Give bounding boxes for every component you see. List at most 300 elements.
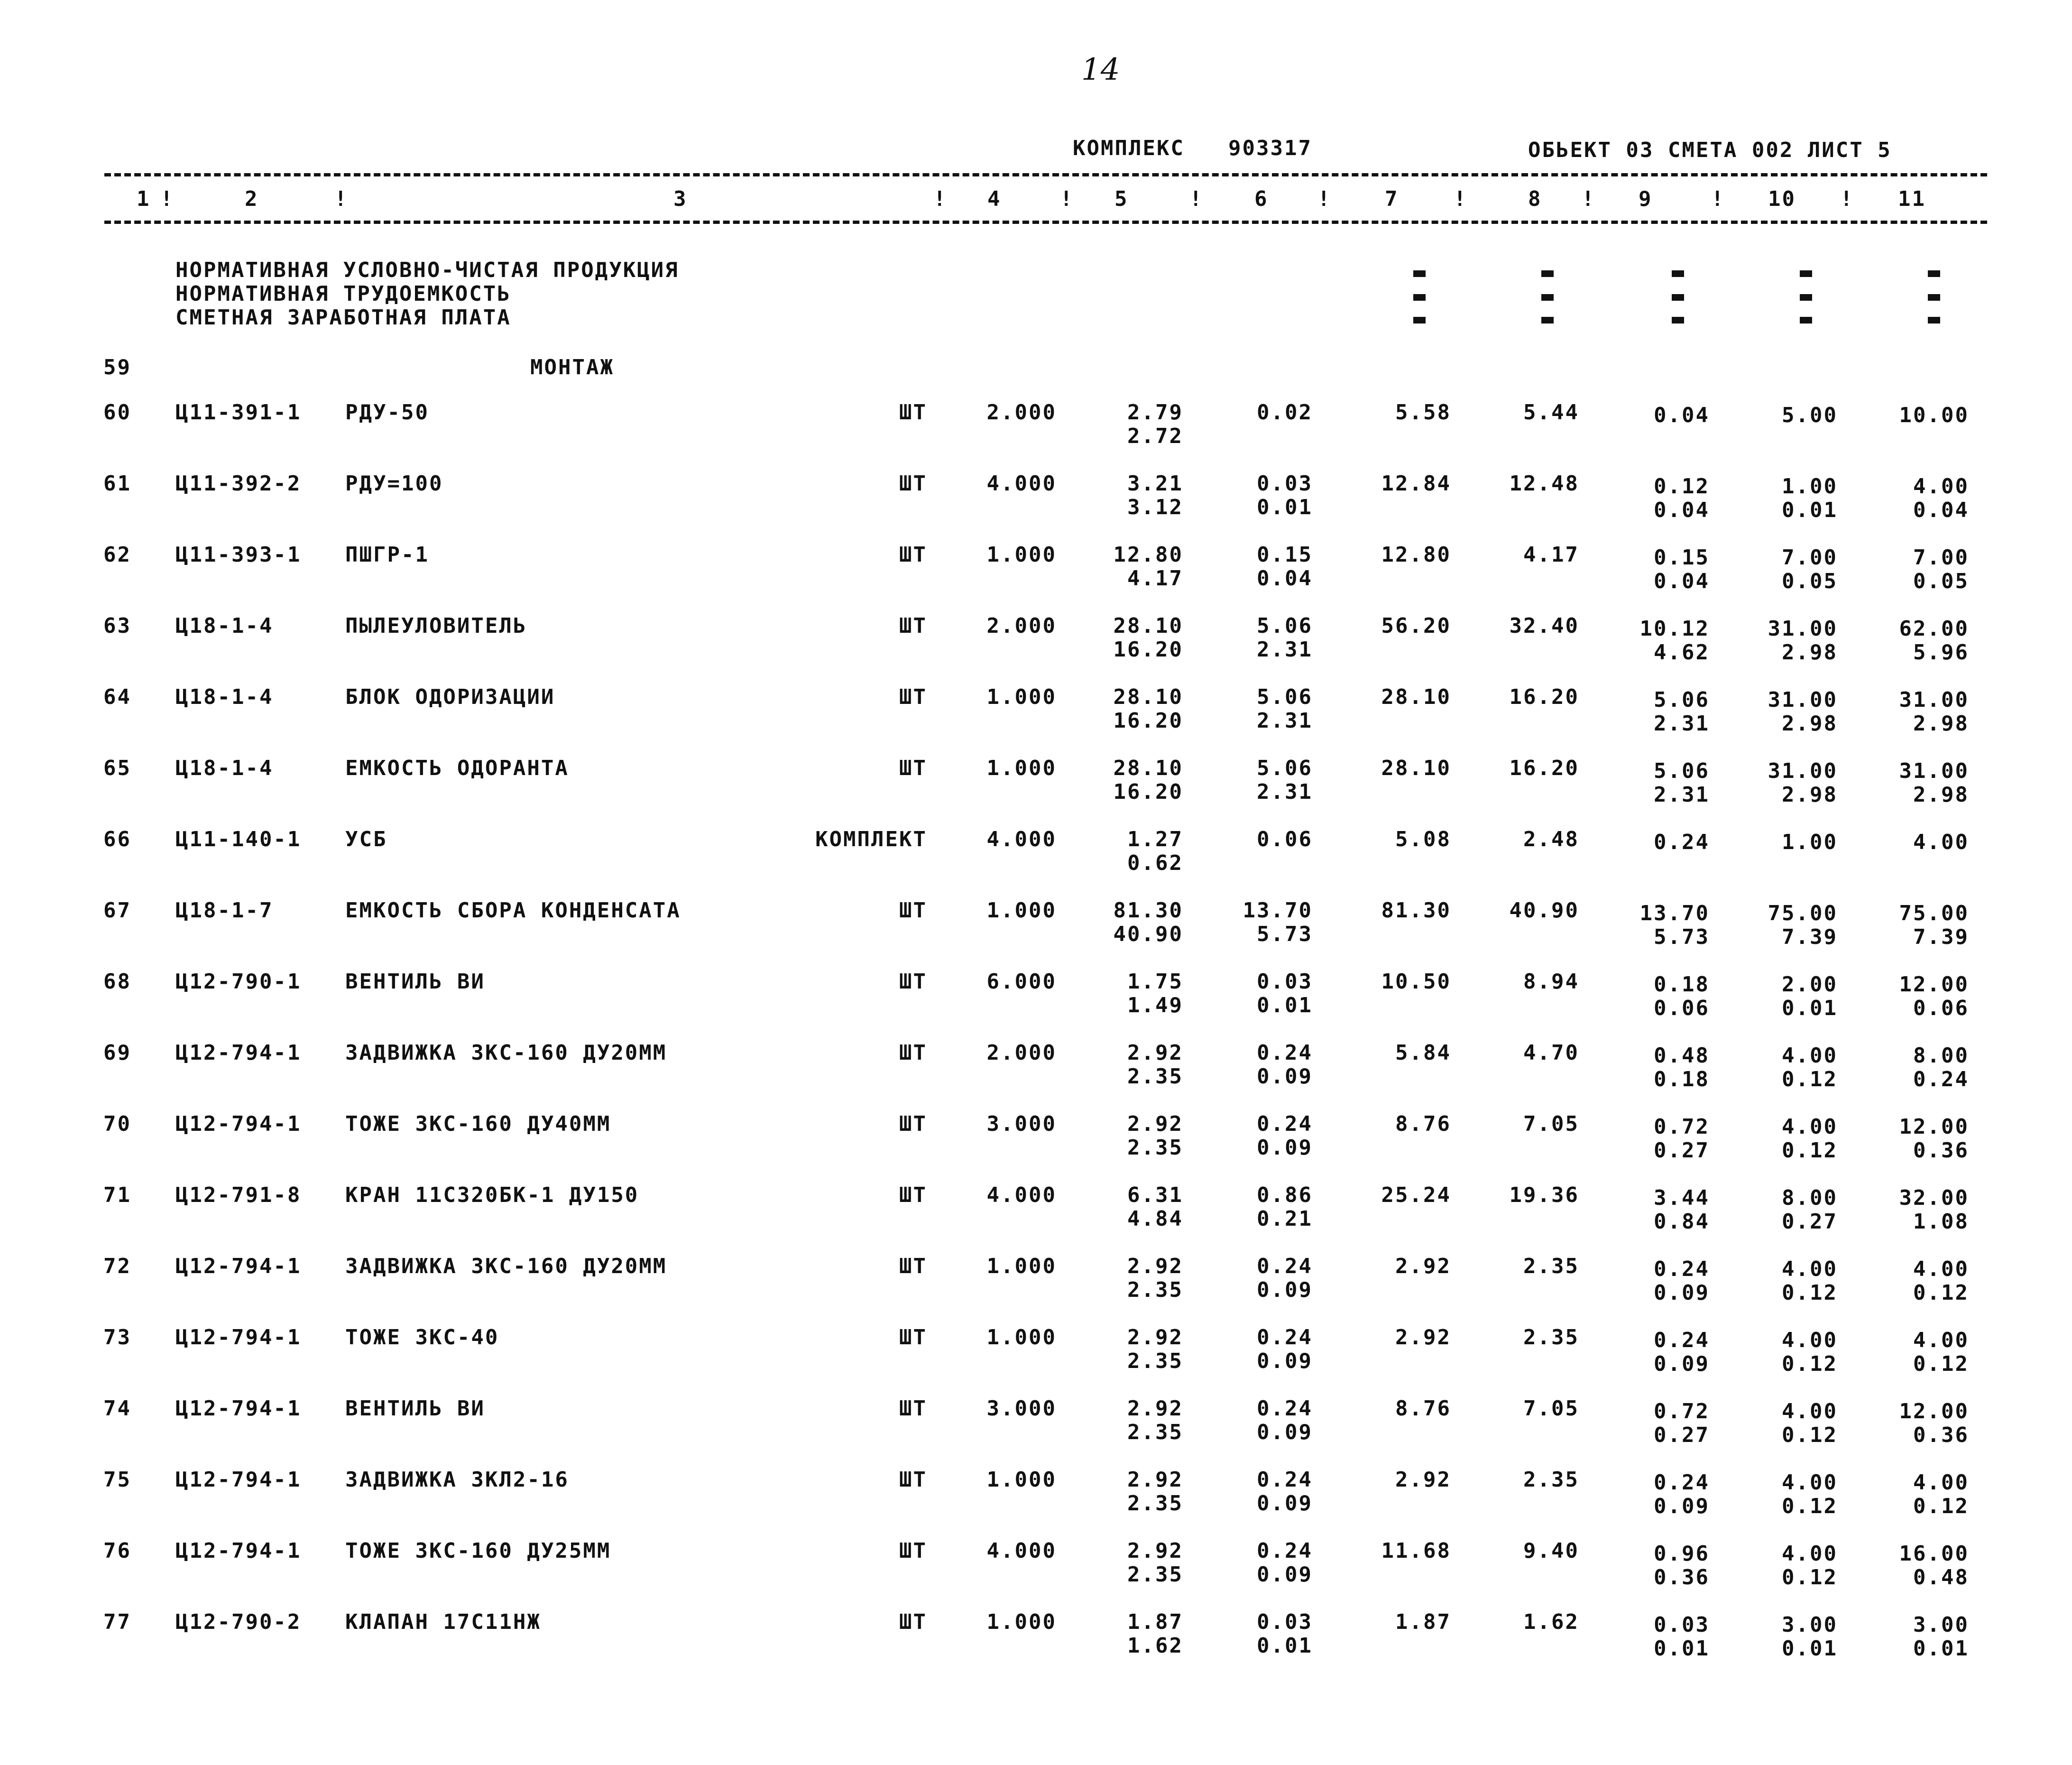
col10-value: 4.00 [1782,1470,1838,1495]
col5-value: 1.87 [1127,1610,1183,1634]
row-number: 64 [103,685,131,709]
col11-value: 3.00 [1913,1613,1969,1637]
col10-subvalue: 0.12 [1782,1423,1838,1447]
col9-subvalue: 0.04 [1654,498,1710,522]
row-number: 68 [103,970,131,994]
col9-subvalue: 0.09 [1654,1281,1710,1305]
item-name: ЕМКОСТЬ ОДОРАНТА [345,756,569,780]
col8-value: 2.48 [1523,827,1579,851]
row-number: 71 [103,1183,131,1207]
col6-value: 0.24 [1257,1468,1313,1492]
col10-subvalue: 0.12 [1782,1494,1838,1518]
col11-subvalue: 0.36 [1913,1138,1969,1163]
col11-value: 4.00 [1913,1470,1969,1495]
col7-value: 8.76 [1395,1112,1451,1136]
col9-value: 0.72 [1654,1399,1710,1423]
col5-subvalue: 16.20 [1113,780,1183,804]
col6-subvalue: 0.09 [1257,1349,1313,1373]
col6-subvalue: 0.09 [1257,1064,1313,1089]
col11-value: 12.00 [1899,1115,1969,1139]
col10-subvalue: 0.12 [1782,1565,1838,1589]
unit: ШТ [899,1610,927,1634]
item-name: ЗАДВИЖКА ЗКС-160 ДУ20ММ [345,1041,667,1065]
col-sep: ! [334,187,349,211]
col-header: 8 [1528,187,1542,211]
col-header: 7 [1385,187,1399,211]
col7-value: 25.24 [1381,1183,1451,1207]
col5-subvalue: 40.90 [1113,922,1183,946]
col9-value: 0.96 [1654,1542,1710,1566]
col10-subvalue: 0.01 [1782,996,1838,1020]
unit: ШТ [899,756,927,780]
col-header: 1 [137,187,151,211]
col8-value: 2.35 [1523,1325,1579,1349]
col5-subvalue: 0.62 [1127,851,1183,875]
quantity: 4.000 [986,827,1057,851]
section-number: 59 [103,355,131,379]
col11-subvalue: 0.36 [1913,1423,1969,1447]
col5-value: 28.10 [1113,685,1183,709]
rate-code: Ц18-1-4 [175,756,274,780]
col10-subvalue: 0.01 [1782,498,1838,522]
col5-value: 2.92 [1127,1041,1183,1065]
col8-value: 40.90 [1509,898,1579,923]
col9-subvalue: 5.73 [1654,925,1710,949]
col11-subvalue: 0.05 [1913,569,1969,593]
summary-line: НОРМАТИВНАЯ УСЛОВНО-ЧИСТАЯ ПРОДУКЦИЯ [175,258,679,282]
col9-value: 10.12 [1639,617,1710,641]
col5-value: 6.31 [1127,1183,1183,1207]
col8-value: 16.20 [1509,756,1579,780]
col11-subvalue: 7.39 [1913,925,1969,949]
rate-code: Ц18-1-4 [175,614,274,638]
quantity: 1.000 [986,543,1057,567]
item-name: БЛОК ОДОРИЗАЦИИ [345,685,555,709]
col7-value: 12.84 [1381,471,1451,496]
col10-value: 1.00 [1782,830,1838,854]
row-number: 65 [103,756,131,780]
divider-top [104,173,1987,176]
unit: ШТ [899,1254,927,1278]
summary-dash [1800,294,1812,301]
col9-value: 0.15 [1654,545,1710,570]
col9-value: 5.06 [1654,759,1710,783]
quantity: 1.000 [986,1325,1057,1349]
col-sep: ! [1711,187,1725,211]
col6-value: 0.24 [1257,1112,1313,1136]
item-name: ТОЖЕ ЗКС-160 ДУ25ММ [345,1539,611,1563]
col-header: 3 [673,187,688,211]
col5-subvalue: 3.12 [1127,495,1183,519]
col6-value: 0.02 [1257,400,1313,425]
col10-value: 7.00 [1782,545,1838,570]
col10-subvalue: 0.05 [1782,569,1838,593]
col10-subvalue: 0.01 [1782,1636,1838,1661]
col6-subvalue: 0.09 [1257,1562,1313,1587]
quantity: 1.000 [986,1468,1057,1492]
col8-value: 2.35 [1523,1468,1579,1492]
page-number: 14 [1081,52,1120,87]
col7-value: 28.10 [1381,756,1451,780]
col10-subvalue: 2.98 [1782,640,1838,665]
col8-value: 2.35 [1523,1254,1579,1278]
summary-dash [1541,270,1554,277]
col6-subvalue: 0.09 [1257,1278,1313,1302]
col9-value: 0.18 [1654,972,1710,997]
unit: ШТ [899,1112,927,1136]
summary-dash [1413,294,1426,301]
col11-subvalue: 0.12 [1913,1281,1969,1305]
col10-subvalue: 0.12 [1782,1067,1838,1091]
col5-value: 28.10 [1113,756,1183,780]
col-header: 6 [1254,187,1269,211]
col9-value: 0.24 [1654,830,1710,854]
col5-value: 2.92 [1127,1112,1183,1136]
col5-subvalue: 2.35 [1127,1136,1183,1160]
rate-code: Ц12-794-1 [175,1539,302,1563]
col9-subvalue: 0.18 [1654,1067,1710,1091]
col11-value: 12.00 [1899,972,1969,997]
col-sep: ! [1582,187,1596,211]
unit: ШТ [899,1396,927,1421]
complex-value: 903317 [1228,136,1312,160]
col6-value: 5.06 [1257,685,1313,709]
quantity: 1.000 [986,898,1057,923]
row-number: 69 [103,1041,131,1065]
summary-line: НОРМАТИВНАЯ ТРУДОЕМКОСТЬ [175,282,511,306]
rate-code: Ц11-140-1 [175,827,302,851]
col5-value: 2.92 [1127,1468,1183,1492]
col9-value: 5.06 [1654,688,1710,712]
col10-value: 4.00 [1782,1115,1838,1139]
col-header: 11 [1898,187,1926,211]
col5-subvalue: 2.35 [1127,1064,1183,1089]
col7-value: 10.50 [1381,970,1451,994]
col11-value: 4.00 [1913,1257,1969,1281]
col5-subvalue: 1.62 [1127,1634,1183,1658]
col6-subvalue: 2.31 [1257,638,1313,662]
row-number: 61 [103,471,131,496]
col5-value: 2.92 [1127,1539,1183,1563]
col11-subvalue: 0.06 [1913,996,1969,1020]
col6-value: 5.06 [1257,756,1313,780]
summary-dash [1928,294,1940,301]
col9-value: 0.04 [1654,403,1710,427]
item-name: ВЕНТИЛЬ ВИ [345,1396,485,1421]
summary-dash [1800,317,1812,323]
col11-value: 7.00 [1913,545,1969,570]
quantity: 6.000 [986,970,1057,994]
item-name: ПЫЛЕУЛОВИТЕЛЬ [345,614,527,638]
unit: КОМПЛЕКТ [815,827,927,851]
col6-subvalue: 0.01 [1257,495,1313,519]
col10-value: 5.00 [1782,403,1838,427]
quantity: 3.000 [986,1112,1057,1136]
row-number: 73 [103,1325,131,1349]
col5-subvalue: 2.72 [1127,424,1183,448]
col10-value: 4.00 [1782,1328,1838,1352]
item-name: КРАН 11С320БК-1 ДУ150 [345,1183,639,1207]
col9-value: 0.72 [1654,1115,1710,1139]
col7-value: 81.30 [1381,898,1451,923]
unit: ШТ [899,898,927,923]
col9-subvalue: 2.31 [1654,783,1710,807]
col6-value: 0.24 [1257,1254,1313,1278]
col6-value: 0.24 [1257,1041,1313,1065]
row-number: 75 [103,1468,131,1492]
row-number: 74 [103,1396,131,1421]
col10-subvalue: 0.12 [1782,1352,1838,1376]
col8-value: 19.36 [1509,1183,1579,1207]
row-number: 66 [103,827,131,851]
col-sep: ! [160,187,175,211]
col6-value: 0.03 [1257,970,1313,994]
col5-value: 1.75 [1127,970,1183,994]
col5-value: 2.79 [1127,400,1183,425]
col5-subvalue: 16.20 [1113,709,1183,733]
col7-value: 1.87 [1395,1610,1451,1634]
rate-code: Ц12-794-1 [175,1254,302,1278]
col10-value: 1.00 [1782,474,1838,499]
col6-subvalue: 0.09 [1257,1420,1313,1444]
col9-subvalue: 2.31 [1654,712,1710,736]
col9-value: 0.24 [1654,1470,1710,1495]
col5-subvalue: 2.35 [1127,1349,1183,1373]
rate-code: Ц11-393-1 [175,543,302,567]
col8-value: 16.20 [1509,685,1579,709]
rate-code: Ц18-1-7 [175,898,274,923]
col11-subvalue: 0.01 [1913,1636,1969,1661]
quantity: 3.000 [986,1396,1057,1421]
col9-subvalue: 0.06 [1654,996,1710,1020]
col-header: 5 [1114,187,1129,211]
col11-value: 10.00 [1899,403,1969,427]
col11-value: 4.00 [1913,474,1969,499]
col9-subvalue: 0.09 [1654,1352,1710,1376]
rate-code: Ц11-392-2 [175,471,302,496]
unit: ШТ [899,970,927,994]
col9-subvalue: 0.01 [1654,1636,1710,1661]
col-header: 2 [245,187,259,211]
summary-dash [1672,294,1684,301]
item-name: ЗАДВИЖКА ЗКЛ2-16 [345,1468,569,1492]
col-sep: ! [933,187,948,211]
col8-value: 1.62 [1523,1610,1579,1634]
col8-value: 7.05 [1523,1112,1579,1136]
item-name: РДУ=100 [345,471,443,496]
col5-value: 2.92 [1127,1396,1183,1421]
col10-value: 3.00 [1782,1613,1838,1637]
col11-value: 62.00 [1899,617,1969,641]
col-sep: ! [1060,187,1074,211]
unit: ШТ [899,1183,927,1207]
col6-value: 13.70 [1243,898,1313,923]
unit: ШТ [899,685,927,709]
col-header: 10 [1768,187,1796,211]
rate-code: Ц12-794-1 [175,1396,302,1421]
rate-code: Ц18-1-4 [175,685,274,709]
col6-value: 0.03 [1257,1610,1313,1634]
col8-value: 4.70 [1523,1041,1579,1065]
col11-subvalue: 0.24 [1913,1067,1969,1091]
col11-subvalue: 0.04 [1913,498,1969,522]
summary-dash [1541,294,1554,301]
rate-code: Ц12-791-8 [175,1183,302,1207]
col9-value: 13.70 [1639,901,1710,925]
col10-value: 4.00 [1782,1257,1838,1281]
col6-subvalue: 0.21 [1257,1207,1313,1231]
col9-subvalue: 0.36 [1654,1565,1710,1589]
col9-value: 0.48 [1654,1044,1710,1068]
col5-value: 1.27 [1127,827,1183,851]
col10-value: 31.00 [1768,759,1838,783]
col5-value: 81.30 [1113,898,1183,923]
rate-code: Ц12-794-1 [175,1468,302,1492]
col6-subvalue: 2.31 [1257,709,1313,733]
col-sep: ! [1454,187,1468,211]
rate-code: Ц12-794-1 [175,1325,302,1349]
col6-subvalue: 2.31 [1257,780,1313,804]
quantity: 1.000 [986,1610,1057,1634]
col5-subvalue: 4.17 [1127,566,1183,591]
unit: ШТ [899,1468,927,1492]
col10-value: 4.00 [1782,1542,1838,1566]
col9-subvalue: 0.84 [1654,1210,1710,1234]
quantity: 2.000 [986,614,1057,638]
col6-subvalue: 0.01 [1257,993,1313,1017]
item-name: ВЕНТИЛЬ ВИ [345,970,485,994]
rate-code: Ц12-794-1 [175,1112,302,1136]
col7-value: 56.20 [1381,614,1451,638]
col6-value: 0.06 [1257,827,1313,851]
col7-value: 28.10 [1381,685,1451,709]
col11-value: 16.00 [1899,1542,1969,1566]
col5-subvalue: 1.49 [1127,993,1183,1017]
col11-subvalue: 2.98 [1913,712,1969,736]
row-number: 63 [103,614,131,638]
col11-subvalue: 2.98 [1913,783,1969,807]
col6-subvalue: 0.09 [1257,1136,1313,1160]
quantity: 2.000 [986,1041,1057,1065]
col9-value: 0.24 [1654,1328,1710,1352]
col7-value: 5.58 [1395,400,1451,425]
col8-value: 4.17 [1523,543,1579,567]
col10-subvalue: 0.12 [1782,1281,1838,1305]
unit: ШТ [899,1539,927,1563]
summary-line: СМЕТНАЯ ЗАРАБОТНАЯ ПЛАТА [175,305,511,330]
col6-value: 0.86 [1257,1183,1313,1207]
col7-value: 2.92 [1395,1325,1451,1349]
col6-value: 0.24 [1257,1539,1313,1563]
col9-subvalue: 4.62 [1654,640,1710,665]
col10-subvalue: 0.27 [1782,1210,1838,1234]
col9-subvalue: 0.27 [1654,1138,1710,1163]
row-number: 67 [103,898,131,923]
col11-value: 8.00 [1913,1044,1969,1068]
col11-value: 12.00 [1899,1399,1969,1423]
col6-value: 5.06 [1257,614,1313,638]
section-title: МОНТАЖ [530,355,614,379]
col6-subvalue: 0.04 [1257,566,1313,591]
col5-subvalue: 2.35 [1127,1278,1183,1302]
col10-value: 31.00 [1768,617,1838,641]
summary-dash [1413,270,1426,277]
col5-subvalue: 2.35 [1127,1491,1183,1515]
col6-subvalue: 5.73 [1257,922,1313,946]
rate-code: Ц12-790-2 [175,1610,302,1634]
item-name: ПШГР-1 [345,543,429,567]
col-sep: ! [1317,187,1332,211]
col6-value: 0.15 [1257,543,1313,567]
item-name: ТОЖЕ ЗКС-40 [345,1325,499,1349]
col11-subvalue: 0.12 [1913,1494,1969,1518]
col8-value: 8.94 [1523,970,1579,994]
col11-value: 31.00 [1899,688,1969,712]
quantity: 2.000 [986,400,1057,425]
col10-value: 4.00 [1782,1399,1838,1423]
quantity: 1.000 [986,1254,1057,1278]
col5-subvalue: 4.84 [1127,1207,1183,1231]
col9-value: 0.12 [1654,474,1710,499]
quantity: 4.000 [986,1183,1057,1207]
col9-value: 0.03 [1654,1613,1710,1637]
col-sep: ! [1840,187,1854,211]
col5-value: 2.92 [1127,1254,1183,1278]
col11-value: 4.00 [1913,830,1969,854]
col-header: 9 [1639,187,1653,211]
unit: ШТ [899,400,927,425]
col-sep: ! [1189,187,1204,211]
divider-header [104,221,1987,224]
quantity: 4.000 [986,471,1057,496]
col7-value: 2.92 [1395,1468,1451,1492]
item-name: РДУ-50 [345,400,429,425]
quantity: 4.000 [986,1539,1057,1563]
col10-value: 75.00 [1768,901,1838,925]
col11-subvalue: 5.96 [1913,640,1969,665]
col9-subvalue: 0.09 [1654,1494,1710,1518]
row-number: 62 [103,543,131,567]
col11-value: 4.00 [1913,1328,1969,1352]
row-number: 70 [103,1112,131,1136]
col7-value: 5.08 [1395,827,1451,851]
col7-value: 12.80 [1381,543,1451,567]
col11-value: 75.00 [1899,901,1969,925]
col5-value: 12.80 [1113,543,1183,567]
quantity: 1.000 [986,756,1057,780]
col10-value: 31.00 [1768,688,1838,712]
summary-dash [1541,317,1554,323]
col11-value: 32.00 [1899,1186,1969,1210]
col6-value: 0.24 [1257,1396,1313,1421]
col8-value: 32.40 [1509,614,1579,638]
col11-subvalue: 1.08 [1913,1210,1969,1234]
col8-value: 9.40 [1523,1539,1579,1563]
col6-subvalue: 0.01 [1257,1634,1313,1658]
item-name: КЛАПАН 17С11НЖ [345,1610,541,1634]
col8-value: 12.48 [1509,471,1579,496]
item-name: ЕМКОСТЬ СБОРА КОНДЕНСАТА [345,898,681,923]
col-header: 4 [987,187,1002,211]
item-name: ЗАДВИЖКА ЗКС-160 ДУ20ММ [345,1254,667,1278]
rate-code: Ц12-794-1 [175,1041,302,1065]
col10-value: 8.00 [1782,1186,1838,1210]
col6-value: 0.24 [1257,1325,1313,1349]
col11-value: 31.00 [1899,759,1969,783]
unit: ШТ [899,1325,927,1349]
col8-value: 5.44 [1523,400,1579,425]
col5-subvalue: 16.20 [1113,638,1183,662]
